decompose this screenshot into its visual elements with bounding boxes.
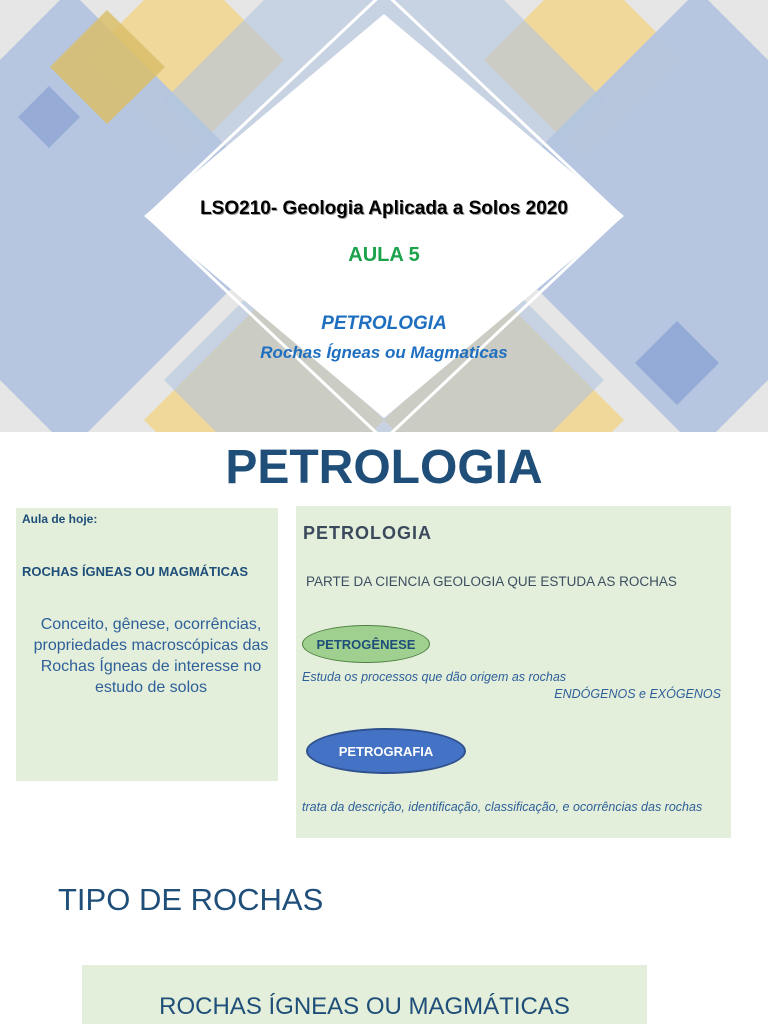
petrografia-description: trata da descrição, identificação, classificação, e ocorrências das rochas [302, 800, 703, 814]
panel-title: PETROLOGIA [303, 523, 433, 543]
rock-types-slide [0, 852, 768, 1024]
slide-heading: PETROLOGIA [225, 441, 543, 494]
class-subject: ROCHAS ÍGNEAS OU MAGMÁTICAS [22, 564, 249, 579]
petrologia-definition: PARTE DA CIENCIA GEOLOGIA QUE ESTUDA AS ROCHAS [306, 574, 677, 589]
petrogenese-label: PETROGÊNESE [316, 636, 416, 652]
petrogenese-pill [302, 625, 430, 663]
petrogenese-description: Estuda os processos que dão origem as rochas [302, 670, 567, 684]
rock-type-box [82, 965, 647, 1024]
slide-subtopic: Rochas Ígneas ou Magmaticas [260, 343, 508, 362]
class-description: Conceito, gênese, ocorrências, propriedades macroscópicas das Rochas Ígneas de interesse no estudo de solos [33, 616, 269, 696]
petrologia-slide [0, 432, 768, 852]
slide-topic: PETROLOGIA [321, 313, 447, 334]
todays-class-label: Aula de hoje: [22, 512, 98, 526]
petrologia-definition-panel [296, 506, 731, 838]
title-slide [0, 0, 768, 432]
rock-type-label: ROCHAS ÍGNEAS OU MAGMÁTICAS [159, 993, 570, 1020]
petrografia-pill [306, 728, 466, 774]
petrogenese-types: ENDÓGENOS e EXÓGENOS [554, 687, 721, 701]
petrografia-label: PETROGRAFIA [338, 743, 434, 759]
course-title: LSO210- Geologia Aplicada a Solos 2020 [200, 198, 568, 219]
todays-class-panel [16, 508, 278, 781]
lesson-number: AULA 5 [348, 244, 420, 266]
slide-heading: TIPO DE ROCHAS [58, 882, 324, 917]
